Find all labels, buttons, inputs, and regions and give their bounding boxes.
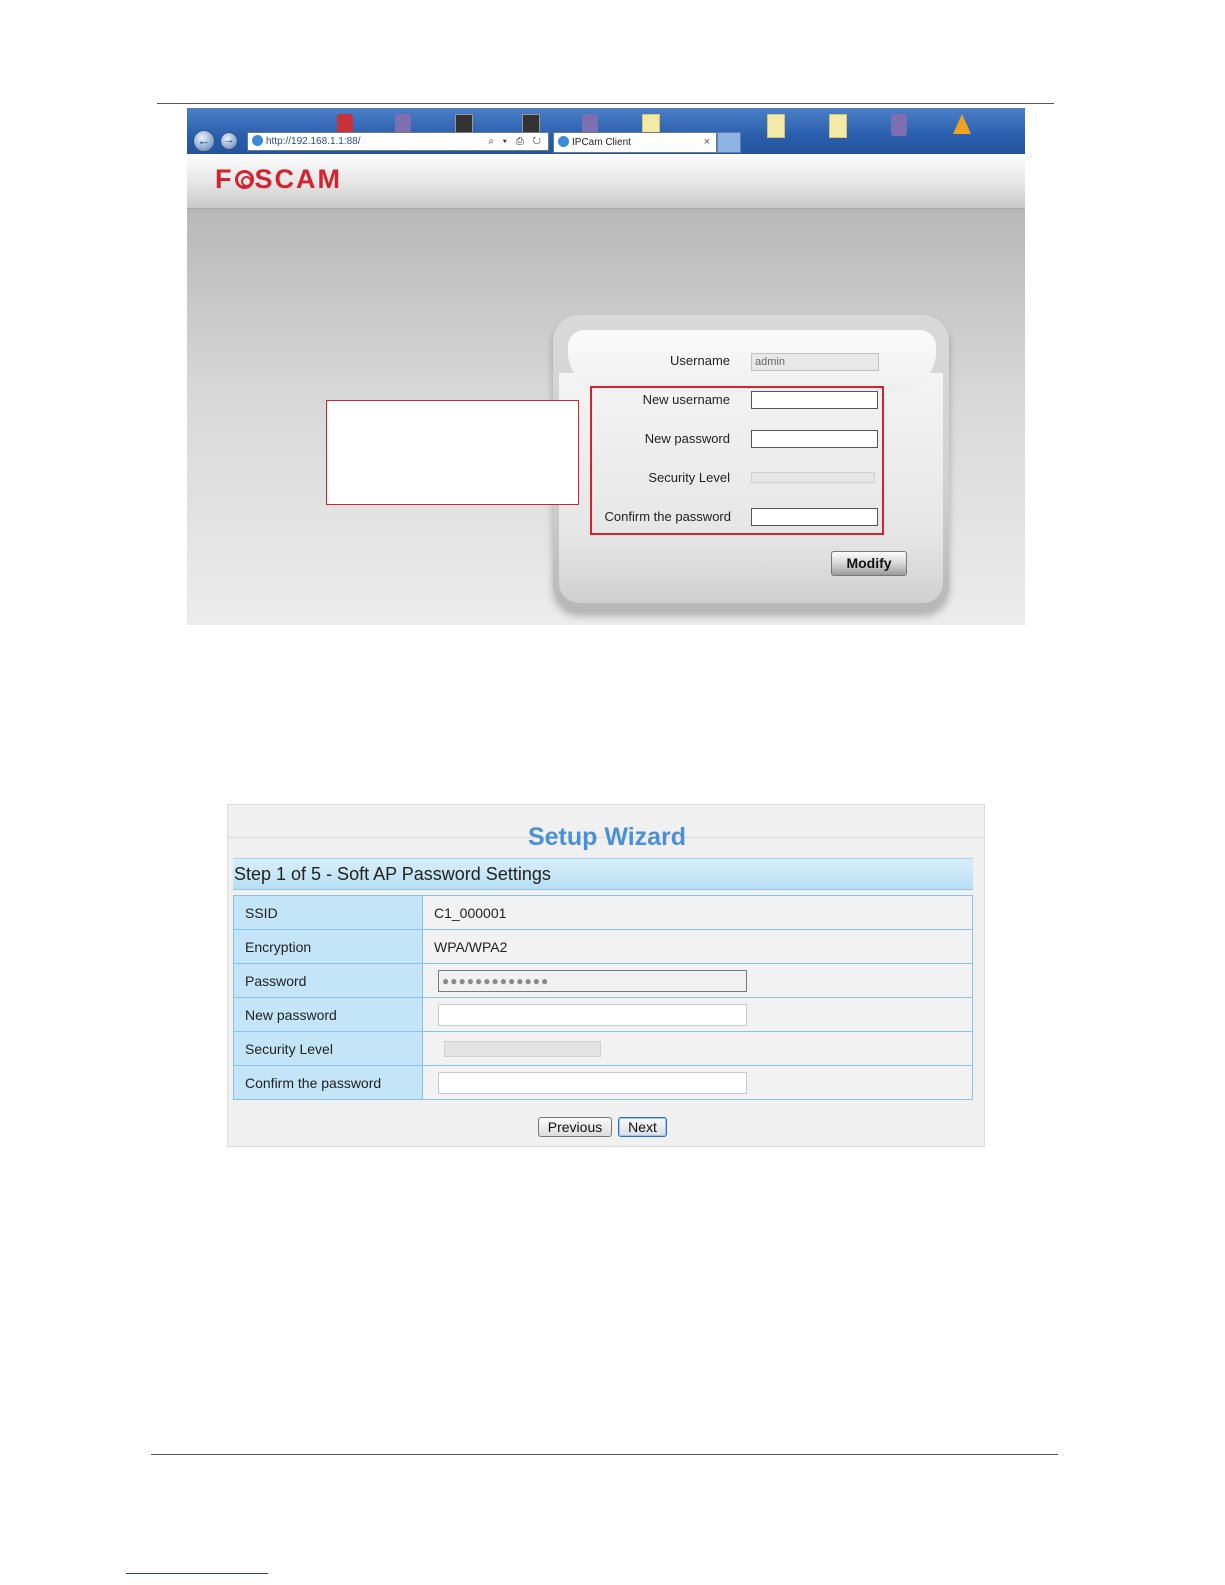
logo-o-icon	[235, 170, 254, 189]
logo-text-right: SCAM	[254, 164, 342, 194]
next-button[interactable]: Next	[618, 1117, 667, 1137]
address-tools-icons[interactable]: ⌕ ▾ ⎙ ↻	[488, 136, 544, 147]
table-row	[234, 1066, 973, 1100]
confirm-password-input[interactable]	[438, 1072, 747, 1094]
browser-toolbar	[187, 108, 1025, 154]
highlight-box	[590, 386, 884, 535]
new-password-label: New password	[644, 431, 730, 446]
previous-button[interactable]: Previous	[538, 1117, 612, 1137]
encryption-value: WPA/WPA2	[423, 930, 973, 964]
password-label: Password	[234, 964, 423, 998]
camera-login-screenshot	[187, 108, 1025, 625]
password-cell	[423, 964, 973, 998]
new-password-input[interactable]	[438, 1004, 747, 1026]
setup-wizard-screenshot	[227, 804, 985, 1147]
table-row	[234, 964, 973, 998]
ie-icon	[252, 135, 263, 146]
step-header: Step 1 of 5 - Soft AP Password Settings	[233, 858, 973, 890]
desktop-file-icon	[767, 114, 785, 138]
logo-text-left: F	[215, 164, 234, 194]
table-row	[234, 998, 973, 1032]
password-field[interactable]: ●●●●●●●●●●●●●	[438, 970, 747, 992]
confirm-password-cell	[423, 1066, 973, 1100]
table-row	[234, 1032, 973, 1066]
new-username-label: New username	[642, 392, 730, 407]
address-url: http://192.168.1.1:88/	[266, 136, 361, 147]
username-label: Username	[670, 353, 730, 368]
app-header	[187, 154, 1025, 209]
browser-tab[interactable]	[553, 132, 717, 153]
security-level-meter	[444, 1041, 601, 1057]
new-password-label: New password	[234, 998, 423, 1032]
confirm-password-label: Confirm the password	[604, 509, 731, 524]
table-row	[234, 896, 973, 930]
ssid-label: SSID	[234, 896, 423, 930]
new-tab-button[interactable]	[717, 132, 741, 153]
vlc-cone-icon	[953, 114, 971, 134]
security-level-label: Security Level	[648, 470, 730, 485]
footer-link-underline[interactable]	[126, 1573, 268, 1574]
top-rule	[157, 103, 1054, 104]
desktop-file-icon	[829, 114, 847, 138]
address-bar[interactable]	[247, 132, 549, 151]
confirm-password-label: Confirm the password	[234, 1066, 423, 1100]
settings-table	[233, 895, 973, 1100]
encryption-label: Encryption	[234, 930, 423, 964]
forward-arrow-icon[interactable]: →	[220, 132, 238, 150]
ie-icon	[558, 136, 569, 147]
security-level-cell	[423, 1032, 973, 1066]
back-arrow-icon[interactable]: ←	[193, 130, 215, 152]
new-password-cell	[423, 998, 973, 1032]
modify-button[interactable]: Modify	[831, 551, 907, 576]
foscam-logo	[215, 164, 342, 195]
table-row	[234, 930, 973, 964]
ssid-value: C1_000001	[423, 896, 973, 930]
bottom-rule	[151, 1454, 1058, 1455]
wizard-title: Setup Wizard	[527, 823, 687, 851]
callout-box	[326, 400, 579, 505]
tab-title: IPCam Client	[572, 137, 631, 148]
security-level-label: Security Level	[234, 1032, 423, 1066]
desktop-app-icon	[891, 114, 907, 136]
username-field: admin	[751, 353, 879, 371]
close-tab-icon[interactable]: ×	[703, 136, 710, 148]
